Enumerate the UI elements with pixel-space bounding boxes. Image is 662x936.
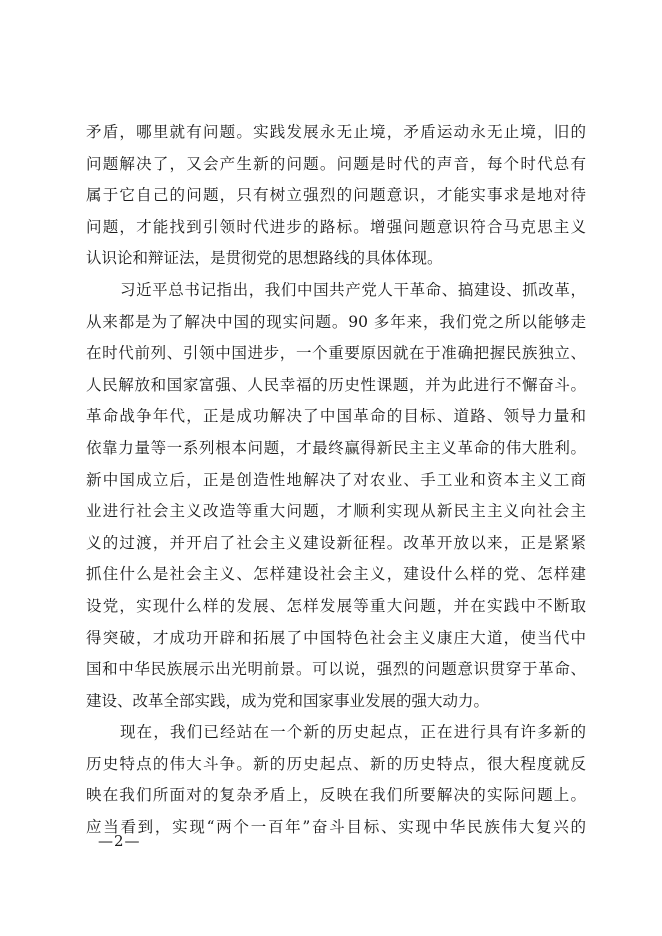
text-line: 认识论和辩证法，是贯彻党的思想路线的具体体现。 xyxy=(86,249,443,268)
text-line: 应当看到，实现“两个一百年”奋斗目标、实现中华民族伟大复兴的 xyxy=(86,818,586,837)
text-line: 得突破，才成功开辟和拓展了中国特色社会主义康庄大道，使当代中 xyxy=(86,628,586,647)
paragraph-1 xyxy=(86,117,586,275)
text-line: 国和中华民族展示出光明前景。可以说，强烈的问题意识贯穿于革命、 xyxy=(86,660,586,679)
text-line: 属于它自己的问题，只有树立强烈的问题意识，才能实事求是地对待 xyxy=(86,186,586,205)
text-line: 依靠力量等一系列根本问题，才最终赢得新民主主义革命的伟大胜利。 xyxy=(86,438,586,457)
text-line: 人民解放和国家富强、人民幸福的历史性课题，并为此进行不懈奋斗。 xyxy=(86,375,586,394)
paragraph-2 xyxy=(86,275,586,717)
text-line: 现在，我们已经站在一个新的历史起点，正在进行具有许多新的 xyxy=(120,723,586,742)
text-line: 义的过渡，并开启了社会主义建设新征程。改革开放以来，正是紧紧 xyxy=(86,533,586,552)
text-line: 习近平总书记指出，我们中国共产党人干革命、搞建设、抓改革， xyxy=(120,280,586,299)
text-line: 业进行社会主义改造等重大问题，才顺利实现从新民主主义向社会主 xyxy=(86,502,586,521)
text-line: 从来都是为了解决中国的现实问题。90 多年来，我们党之所以能够走 xyxy=(86,312,586,331)
text-line: 设党，实现什么样的发展、怎样发展等重大问题，并在实践中不断取 xyxy=(86,596,586,615)
text-line: 新中国成立后，正是创造性地解决了对农业、手工业和资本主义工商 xyxy=(86,470,586,489)
text-line: 问题解决了，又会产生新的问题。问题是时代的声音，每个时代总有 xyxy=(86,154,586,173)
document-body xyxy=(86,117,586,844)
text-line: 映在我们所面对的复杂矛盾上，反映在我们所要解决的实际问题上。 xyxy=(86,786,586,805)
paragraph-3 xyxy=(86,717,586,843)
page-number: —2— xyxy=(98,832,141,850)
text-line: 历史特点的伟大斗争。新的历史起点、新的历史特点，很大程度就反 xyxy=(86,754,586,773)
text-line: 问题，才能找到引领时代进步的路标。增强问题意识符合马克思主义 xyxy=(86,217,586,236)
text-line: 在时代前列、引领中国进步，一个重要原因就在于准确把握民族独立、 xyxy=(86,344,586,363)
text-line: 矛盾，哪里就有问题。实践发展永无止境，矛盾运动永无止境，旧的 xyxy=(86,123,586,141)
text-line: 建设、改革全部实践，成为党和国家事业发展的强大动力。 xyxy=(86,691,490,710)
text-line: 抓住什么是社会主义、怎样建设社会主义，建设什么样的党、怎样建 xyxy=(86,565,586,584)
text-line: 革命战争年代，正是成功解决了中国革命的目标、道路、领导力量和 xyxy=(86,407,586,426)
